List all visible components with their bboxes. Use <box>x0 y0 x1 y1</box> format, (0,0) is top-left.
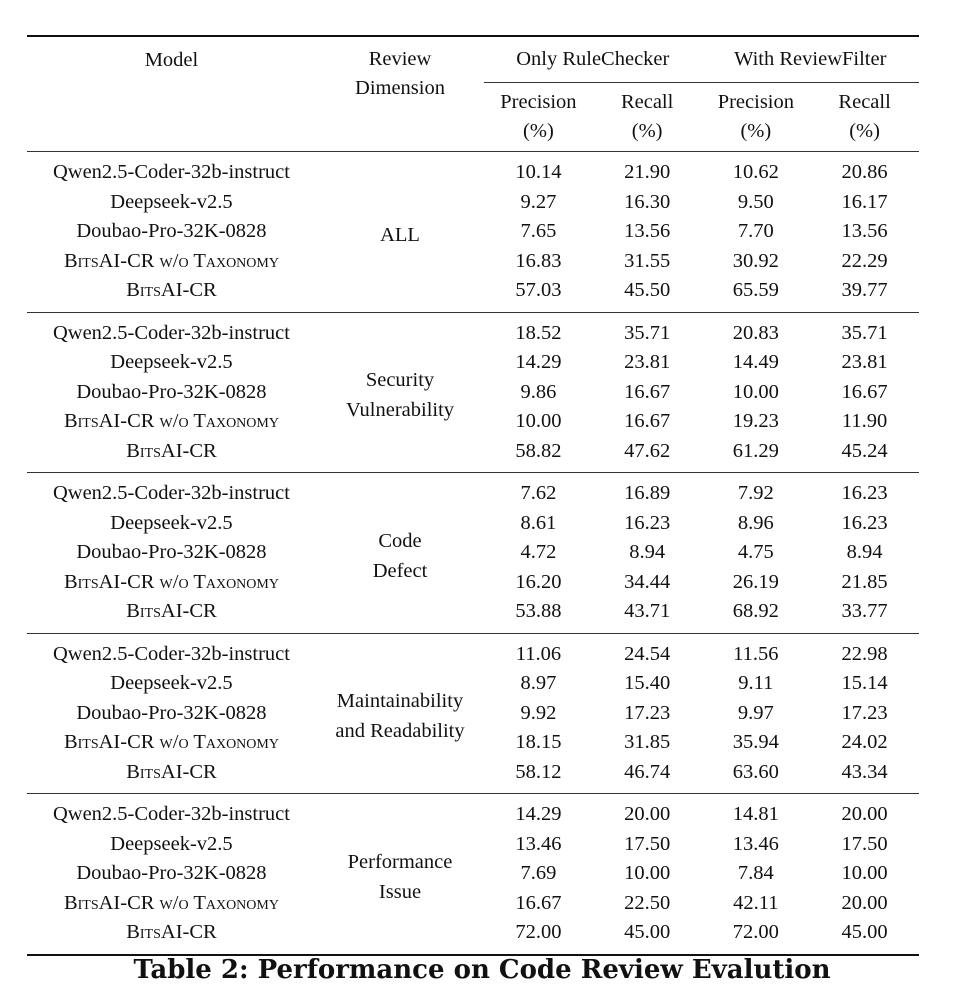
precision-cell: 65.59 <box>732 279 779 302</box>
recall-cell: 13.56 <box>624 220 671 243</box>
recall-cell: 20.86 <box>841 161 888 184</box>
recall-cell: 16.89 <box>624 482 671 505</box>
precision-cell: 7.62 <box>520 482 557 505</box>
precision-cell: 16.83 <box>515 249 562 272</box>
precision-cell: 4.72 <box>520 541 557 564</box>
precision-cell: 7.70 <box>737 220 774 243</box>
model-cell: Deepseek-v2.5 <box>110 511 233 534</box>
precision-cell: 7.65 <box>520 220 557 243</box>
model-cell: Qwen2.5-Coder-32b-instruct <box>52 803 290 826</box>
precision-cell: 7.69 <box>520 862 557 885</box>
recall-cell: 17.50 <box>624 832 671 855</box>
recall-cell: 8.94 <box>629 541 666 564</box>
only-rulechecker-header: Only RuleChecker <box>484 36 701 83</box>
precision-cell: 11.56 <box>733 642 779 665</box>
recall-cell: 31.85 <box>624 731 671 754</box>
precision-cell: 20.83 <box>732 321 779 344</box>
model-cell: Deepseek-v2.5 <box>110 832 233 855</box>
precision-cell: 18.52 <box>515 321 562 344</box>
recall-cell: 17.23 <box>624 701 671 724</box>
model-cell: Doubao-Pro-32K-0828 <box>76 862 267 885</box>
model-cell: BitsAI-CR <box>126 921 217 944</box>
with-reviewfilter-header: With ReviewFilter <box>702 36 920 83</box>
recall-cell: 11.90 <box>841 410 888 433</box>
recall-cell: 20.00 <box>624 803 671 826</box>
recall-cell: 46.74 <box>624 760 671 783</box>
review-dimension-cell: Security Vulnerability <box>345 369 455 422</box>
precision-cell: 9.86 <box>520 380 557 403</box>
recall-cell: 16.67 <box>624 380 671 403</box>
recall-cell: 35.71 <box>624 321 671 344</box>
recall-cell: 23.81 <box>624 351 671 374</box>
recall-cell: 20.00 <box>841 803 888 826</box>
precision-cell: 53.88 <box>515 600 562 623</box>
model-cell: BitsAI-CR w/o Taxonomy <box>63 249 279 272</box>
precision-cell: 35.94 <box>732 731 779 754</box>
model-cell: Qwen2.5-Coder-32b-instruct <box>52 161 290 184</box>
review-dimension-header: Review Dimension <box>355 48 445 99</box>
recall-cell: 45.00 <box>624 921 671 944</box>
recall-cell: 22.29 <box>841 249 888 272</box>
recall-cell: 17.23 <box>841 701 888 724</box>
precision-cell: 9.97 <box>737 701 774 724</box>
precision-cell: 16.20 <box>515 570 562 593</box>
precision-cell: 42.11 <box>733 891 779 914</box>
recall-cell: 22.98 <box>841 642 888 665</box>
precision-cell: 13.46 <box>732 832 779 855</box>
precision-cell: 8.97 <box>520 672 557 695</box>
precision-cell: 14.81 <box>732 803 779 826</box>
recall-cell: 16.67 <box>624 410 671 433</box>
precision-cell: 72.00 <box>515 921 562 944</box>
model-cell: Deepseek-v2.5 <box>110 190 233 213</box>
precision-cell: 8.61 <box>520 511 557 534</box>
recall-cell: 21.85 <box>841 570 888 593</box>
model-header: Model <box>144 49 199 71</box>
model-cell: Doubao-Pro-32K-0828 <box>76 701 267 724</box>
model-cell: BitsAI-CR w/o Taxonomy <box>63 731 279 754</box>
recall-cell: 24.54 <box>624 642 671 665</box>
precision-cell: 10.14 <box>515 161 562 184</box>
precision-header: Precision (%) <box>500 91 577 142</box>
table-row <box>27 794 919 830</box>
precision-cell: 68.92 <box>732 600 779 623</box>
recall-cell: 35.71 <box>841 321 888 344</box>
model-cell: BitsAI-CR <box>126 439 217 462</box>
model-cell: Deepseek-v2.5 <box>110 351 233 374</box>
precision-cell: 72.00 <box>732 921 779 944</box>
precision-cell: 9.11 <box>738 672 774 695</box>
precision-cell: 19.23 <box>732 410 779 433</box>
precision-cell: 26.19 <box>732 570 779 593</box>
precision-cell: 16.67 <box>515 891 562 914</box>
model-cell: BitsAI-CR w/o Taxonomy <box>63 570 279 593</box>
model-cell: Doubao-Pro-32K-0828 <box>76 380 267 403</box>
precision-cell: 30.92 <box>732 249 779 272</box>
precision-cell: 10.00 <box>732 380 779 403</box>
precision-cell: 57.03 <box>515 279 562 302</box>
precision-cell: 13.46 <box>515 832 562 855</box>
results-table <box>27 35 919 956</box>
recall-cell: 45.50 <box>624 279 671 302</box>
recall-header: Recall (%) <box>838 91 891 142</box>
recall-cell: 22.50 <box>624 891 671 914</box>
precision-cell: 8.96 <box>737 511 774 534</box>
precision-cell: 63.60 <box>732 760 779 783</box>
recall-cell: 13.56 <box>841 220 888 243</box>
precision-cell: 58.82 <box>515 439 562 462</box>
table-body <box>27 152 919 955</box>
precision-cell: 10.00 <box>515 410 562 433</box>
precision-cell: 7.92 <box>737 482 774 505</box>
precision-cell: 14.49 <box>732 351 779 374</box>
recall-cell: 39.77 <box>841 279 888 302</box>
table-caption: Table 2: Performance on Code Review Evalution <box>133 955 831 985</box>
recall-cell: 16.67 <box>841 380 888 403</box>
recall-cell: 33.77 <box>841 600 888 623</box>
recall-cell: 21.90 <box>624 161 671 184</box>
precision-cell: 58.12 <box>515 760 562 783</box>
table-row <box>27 312 919 348</box>
precision-cell: 10.62 <box>732 161 779 184</box>
model-cell: BitsAI-CR w/o Taxonomy <box>63 410 279 433</box>
precision-cell: 14.29 <box>515 803 562 826</box>
model-cell: BitsAI-CR <box>126 600 217 623</box>
model-cell: Doubao-Pro-32K-0828 <box>76 220 267 243</box>
model-cell: Deepseek-v2.5 <box>110 672 233 695</box>
model-cell: BitsAI-CR <box>126 279 217 302</box>
precision-cell: 4.75 <box>737 541 774 564</box>
table-row <box>27 633 919 669</box>
review-dimension-cell: Code Defect <box>372 529 428 582</box>
recall-cell: 15.40 <box>624 672 671 695</box>
recall-cell: 16.17 <box>841 190 888 213</box>
recall-cell: 8.94 <box>846 541 883 564</box>
precision-cell: 61.29 <box>732 439 779 462</box>
recall-cell: 47.62 <box>624 439 671 462</box>
recall-cell: 10.00 <box>841 862 888 885</box>
review-dimension-cell: Performance Issue <box>347 850 453 903</box>
recall-cell: 16.23 <box>841 482 888 505</box>
precision-header: Precision (%) <box>717 91 794 142</box>
recall-header: Recall (%) <box>620 91 674 142</box>
precision-cell: 14.29 <box>515 351 562 374</box>
review-dimension-cell: ALL <box>380 223 420 246</box>
precision-cell: 11.06 <box>515 642 562 665</box>
recall-cell: 16.23 <box>624 511 671 534</box>
recall-cell: 31.55 <box>624 249 671 272</box>
recall-cell: 45.24 <box>841 439 888 462</box>
model-cell: Qwen2.5-Coder-32b-instruct <box>52 321 290 344</box>
model-cell: Qwen2.5-Coder-32b-instruct <box>52 482 290 505</box>
recall-cell: 24.02 <box>841 731 888 754</box>
recall-cell: 16.30 <box>624 190 671 213</box>
recall-cell: 10.00 <box>624 862 671 885</box>
table-row <box>27 473 919 509</box>
review-dimension-cell: Maintainability and Readability <box>335 690 465 743</box>
precision-cell: 18.15 <box>515 731 562 754</box>
recall-cell: 34.44 <box>624 570 671 593</box>
precision-cell: 9.92 <box>520 701 557 724</box>
precision-cell: 7.84 <box>737 862 774 885</box>
table-row <box>27 152 919 188</box>
precision-cell: 9.27 <box>520 190 557 213</box>
model-cell: Qwen2.5-Coder-32b-instruct <box>52 642 290 665</box>
recall-cell: 16.23 <box>841 511 888 534</box>
recall-cell: 43.71 <box>624 600 671 623</box>
recall-cell: 23.81 <box>841 351 888 374</box>
precision-cell: 9.50 <box>737 190 774 213</box>
model-cell: BitsAI-CR <box>126 760 217 783</box>
recall-cell: 15.14 <box>841 672 888 695</box>
recall-cell: 17.50 <box>841 832 888 855</box>
recall-cell: 20.00 <box>841 891 888 914</box>
recall-cell: 45.00 <box>841 921 888 944</box>
model-cell: BitsAI-CR w/o Taxonomy <box>63 891 279 914</box>
recall-cell: 43.34 <box>841 760 888 783</box>
model-cell: Doubao-Pro-32K-0828 <box>76 541 267 564</box>
